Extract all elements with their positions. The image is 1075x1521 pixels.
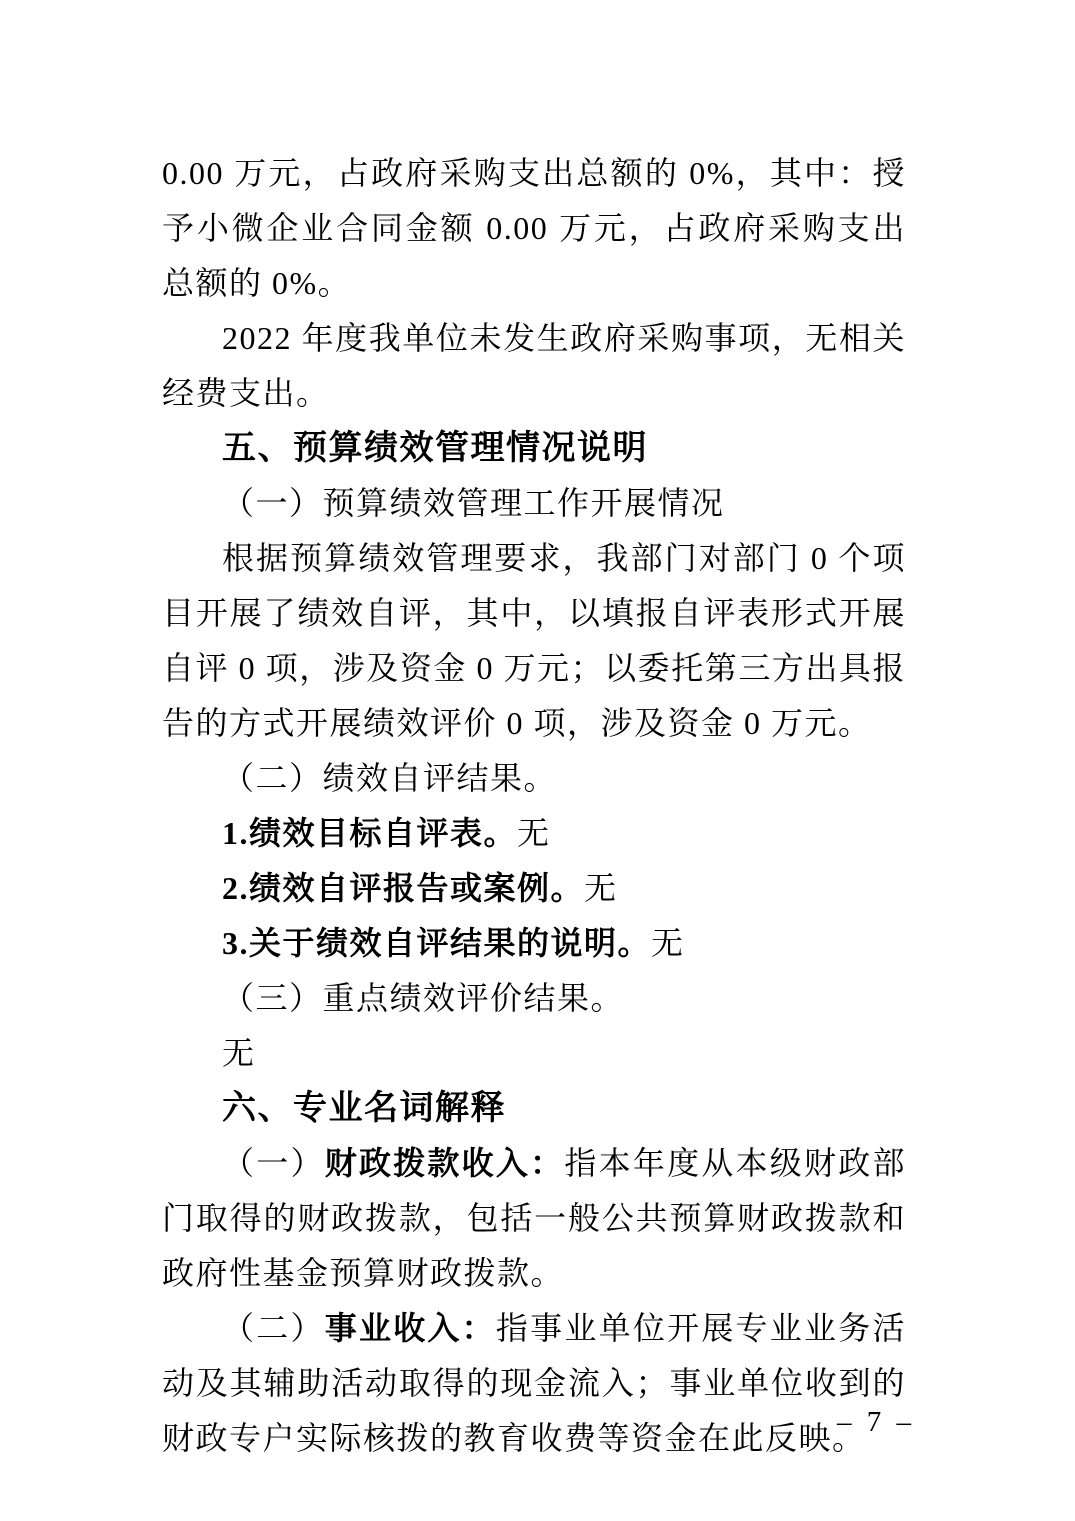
paragraph-text: 根据预算绩效管理要求，我部门对部门 0 个项目开展了绩效自评，其中，以填报自评表形式开展自评 0 项，涉及资金 0 万元；以委托第三方出具报告的方式开展绩效评价 0 项，涉及资金 0 万元。	[162, 540, 906, 741]
list-item-value: 无	[517, 815, 551, 851]
page-number: – 7 –	[837, 1406, 915, 1438]
paragraph-no-procurement	[162, 311, 906, 421]
subsection-5-3-title	[162, 971, 906, 1026]
term-definition-2	[162, 1301, 906, 1466]
term-prefix: （二）	[222, 1310, 325, 1346]
section-heading-5: 五、预算绩效管理情况说明	[222, 429, 648, 467]
list-item-label: 1.绩效目标自评表。	[222, 815, 518, 851]
subsection-5-1-title	[162, 476, 906, 531]
subsection-5-2-title	[162, 751, 906, 806]
section-heading-6: 六、专业名词解释	[222, 1089, 506, 1127]
term-name: 财政拨款收入：	[324, 1145, 565, 1181]
subsection-5-3-value	[162, 1026, 906, 1081]
term-prefix: （一）	[222, 1145, 325, 1181]
paragraph-text: （一）预算绩效管理工作开展情况	[222, 485, 725, 521]
paragraph-text: 0.00 万元，占政府采购支出总额的 0%，其中：授予小微企业合同金额 0.00 万元，占政府采购支出总额的 0%。	[162, 155, 906, 301]
list-item-3	[162, 916, 906, 971]
paragraph-procurement-totals	[162, 146, 906, 311]
paragraph-text: （三）重点绩效评价结果。	[222, 980, 625, 1016]
paragraph-text: （二）绩效自评结果。	[222, 760, 558, 796]
list-item-label: 3.关于绩效自评结果的说明。	[222, 925, 652, 961]
term-name: 事业收入：	[324, 1310, 496, 1346]
paragraph-text: 2022 年度我单位未发生政府采购事项，无相关经费支出。	[162, 320, 906, 411]
list-item-2	[162, 861, 906, 916]
list-item-value: 无	[584, 870, 618, 906]
list-item-value: 无	[651, 925, 685, 961]
term-definition-text: 指本年度从本级财政部门取得的财政拨款，包括一般公共预算财政拨款和政府性基金预算财政拨款。	[162, 1145, 906, 1291]
paragraph-performance-selfreview	[162, 531, 906, 751]
document-content	[162, 146, 906, 1466]
paragraph-text: 无	[222, 1035, 256, 1071]
term-definition-1	[162, 1136, 906, 1301]
list-item-1	[162, 806, 906, 861]
term-definition-text: 指事业单位开展专业业务活动及其辅助活动取得的现金流入；事业单位收到的财政专户实际核拨的教育收费等资金在此反映。	[162, 1310, 906, 1456]
list-item-label: 2.绩效自评报告或案例。	[222, 870, 585, 906]
